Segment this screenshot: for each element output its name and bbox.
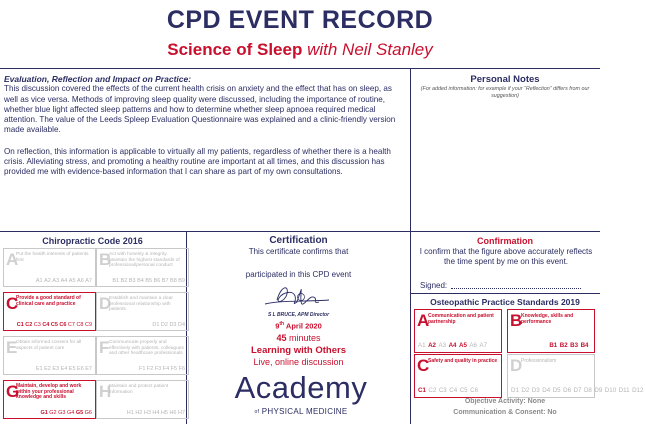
osteo-box-b <box>507 309 595 353</box>
event-presenter: with Neil Stanley <box>307 40 433 59</box>
chiro-code: E6 <box>77 366 84 372</box>
osteo-code: D12 <box>632 387 644 394</box>
chiro-code: G6 <box>84 410 92 416</box>
osteo-box-codes <box>418 387 498 394</box>
osteo-code: A6 <box>469 342 477 349</box>
chiro-code: C9 <box>84 322 92 328</box>
osteo-box-codes <box>511 387 644 394</box>
chiro-box-codes <box>34 278 92 284</box>
osteo-code: A4 <box>448 342 457 349</box>
chiro-code: A7 <box>85 278 92 284</box>
certification-section <box>187 232 410 424</box>
chiro-code: D2 <box>160 322 168 328</box>
chiro-code: C1 <box>16 322 24 328</box>
chiro-code: F1 <box>138 366 146 372</box>
osteo-code: B4 <box>580 342 589 349</box>
evaluation-paragraph-2: On reflection, this information is applicable to virtually all my patients, regardless of whether there is a health crisis. Alleviating stress, and promoting a healthy routine are important at all times, and this discussion has provided me with evidence-based information that I can share as part of my own consultations. <box>4 146 391 177</box>
event-format: Live, online discussion <box>253 357 344 367</box>
academy-logo <box>221 370 381 422</box>
confirmation-text: I confirm that the figure above accurately reflects the time spent by me on this event. <box>419 247 593 266</box>
divider-notes <box>410 68 411 424</box>
signed-label: Signed: <box>420 281 448 290</box>
chiro-code: C8 <box>76 322 84 328</box>
event-duration: 45 minutes <box>276 333 321 343</box>
chiro-code: G1 <box>40 410 48 416</box>
objective-activity: Objective Activity: None <box>464 398 546 405</box>
osteo-code: D6 <box>563 387 572 394</box>
osteopathic-standards-heading: Osteopathic Practice Standards 2019 <box>430 297 580 307</box>
chiro-box-c <box>3 292 96 331</box>
director-signature <box>257 280 337 310</box>
osteo-code: D4 <box>542 387 551 394</box>
osteo-code: D7 <box>573 387 582 394</box>
event-subtitle <box>0 40 600 60</box>
osteo-box-codes <box>511 342 591 349</box>
chiro-code: H2 <box>135 410 143 416</box>
osteo-code: D3 <box>531 387 540 394</box>
divider-confirmation <box>410 293 600 294</box>
chiro-box-description: Establish and maintain a clear professional relationship with patients <box>109 296 173 313</box>
event-date: 9th April 2020 <box>275 321 322 331</box>
osteo-code: D11 <box>618 387 630 394</box>
chiro-box-description: Provide a good standard of clinical care and practice <box>16 295 81 307</box>
certification-line-1: This certificate confirms that <box>248 247 349 256</box>
chiro-code: A1 <box>35 278 43 284</box>
chiro-code: B5 <box>145 278 153 284</box>
certification-line-2: participated in this CPD event <box>245 270 352 279</box>
signature-field[interactable] <box>451 288 581 289</box>
chiro-box-description: Maintain, develop and work within your professional knowledge and skills <box>16 383 82 401</box>
osteo-box-letter: D <box>510 356 523 375</box>
chiro-box-letter: A <box>6 250 19 269</box>
osteo-code: D2 <box>521 387 530 394</box>
osteo-code: C5 <box>459 387 468 394</box>
chiro-code: B7 <box>161 278 169 284</box>
chiro-code: G4 <box>66 410 75 416</box>
chiro-box-description: Maintain and protect patient information <box>109 384 169 395</box>
chiro-box-description: Communicate properly and effectively with patients, colleagues and other healthcare professionals <box>109 340 184 357</box>
osteo-box-c <box>414 354 502 398</box>
osteo-code: A7 <box>479 342 488 349</box>
osteo-box-letter: C <box>417 356 430 375</box>
chiro-box-f <box>96 336 189 375</box>
evaluation-heading: Evaluation, Reflection and Impact on Practice: <box>4 74 192 84</box>
chiro-code: A4 <box>60 278 68 284</box>
osteo-code: D1 <box>511 387 519 394</box>
chiro-box-d <box>96 292 189 331</box>
evaluation-paragraph-1: This discussion covered the effects of the current health crisis on anxiety and the effect that has on sleep, as well as vice versa. Methods of improving sleep quality were discussed, including the importance of routine, whether blue light affected sleep patterns and how to determine whether sleep apnoea required medical attention. The value of the Leeds Spleep Evaluation Questionnaire was explained and a clinic-friendly version made available. <box>4 84 396 135</box>
chiro-code: B8 <box>170 278 177 284</box>
certification-heading: Certification <box>269 235 328 246</box>
chiro-code: A5 <box>68 278 76 284</box>
chiro-box-a <box>3 248 96 287</box>
chiro-code: B4 <box>137 278 144 284</box>
osteo-box-description: Professionalism <box>521 358 557 364</box>
chiro-code: H6 <box>169 410 177 416</box>
chiro-box-e <box>3 336 96 375</box>
chiro-code: E4 <box>60 366 68 372</box>
chiro-box-g <box>3 380 96 419</box>
chiro-code: A3 <box>52 278 60 284</box>
chiro-code: A6 <box>77 278 84 284</box>
event-theme: Learning with Others <box>250 345 346 356</box>
osteo-code: C6 <box>470 387 479 394</box>
signatory-name: S L BRUCE, APM Director <box>267 312 330 318</box>
osteo-code: A1 <box>418 342 426 349</box>
chiro-code: H1 <box>126 410 134 416</box>
logo-subtitle: of PHYSICAL MEDICINE <box>254 407 348 416</box>
chiro-code: F3 <box>154 366 162 372</box>
chiro-box-codes <box>151 322 185 328</box>
chiro-code: E7 <box>85 366 92 372</box>
chiro-code: G2 <box>49 410 57 416</box>
osteo-code: C2 <box>428 387 437 394</box>
osteo-code: A2 <box>428 342 436 349</box>
chiro-code: G5 <box>75 410 84 416</box>
chiro-code: E5 <box>68 366 76 372</box>
chiro-box-b <box>96 248 189 287</box>
osteo-code: C3 <box>438 387 447 394</box>
chiro-code: B9 <box>178 278 185 284</box>
osteo-box-description: Communication and patient partnership <box>428 313 494 325</box>
chiropractic-code-heading: Chiropractic Code 2016 <box>42 236 143 246</box>
event-name: Science of Sleep <box>167 40 303 59</box>
chiro-box-letter: H <box>99 382 112 401</box>
chiro-code: C2 <box>25 322 33 328</box>
chiro-code: D4 <box>177 322 185 328</box>
osteo-box-d <box>507 354 644 398</box>
chiro-code: F6 <box>178 366 185 372</box>
logo-wordmark: Academy <box>234 370 368 405</box>
chiro-code: F2 <box>146 366 154 372</box>
chiro-box-h <box>96 380 189 419</box>
chiro-code: F5 <box>170 366 178 372</box>
chiro-box-codes <box>125 410 185 416</box>
chiro-code: B1 <box>112 278 120 284</box>
chiro-box-description: Act with honesty & integrity. Maintain the highest standards of professional/personal conduct <box>109 252 180 269</box>
chiro-code: A2 <box>44 278 51 284</box>
chiro-code: B2 <box>120 278 128 284</box>
osteo-code: B3 <box>570 342 579 349</box>
osteo-code: A5 <box>459 342 467 349</box>
chiro-code: B3 <box>128 278 136 284</box>
chiro-box-letter: E <box>6 338 18 357</box>
chiro-code: C4 <box>42 322 50 328</box>
chiro-code: F4 <box>162 366 170 372</box>
chiro-box-codes <box>34 366 92 372</box>
osteo-code: D9 <box>594 387 603 394</box>
chiro-code: H3 <box>143 410 151 416</box>
chiro-code: E1 <box>35 366 43 372</box>
chiro-box-letter: C <box>6 294 19 313</box>
personal-notes-heading: Personal Notes <box>470 74 540 85</box>
chiro-box-letter: D <box>99 294 112 313</box>
chiro-box-letter: B <box>99 250 112 269</box>
chiro-code: E2 <box>44 366 51 372</box>
chiro-code: C6 <box>59 322 67 328</box>
chiro-code: H4 <box>152 410 160 416</box>
osteo-box-description: Knowledge, skills and performance <box>521 313 574 325</box>
osteo-code: B1 <box>549 342 558 349</box>
chiro-code: B6 <box>153 278 161 284</box>
confirmation-heading: Confirmation <box>477 236 533 246</box>
personal-notes-subtext: (For added information: for example if your “Reflection” differs from our suggestion) <box>420 86 590 99</box>
evaluation-section <box>4 74 408 230</box>
chiro-code: C3 <box>33 322 41 328</box>
osteo-code: A3 <box>438 342 447 349</box>
osteo-box-letter: A <box>417 311 430 330</box>
osteo-code: D10 <box>604 387 617 394</box>
osteo-box-description: Safety and quality in practice <box>428 358 498 364</box>
osteo-box-letter: B <box>510 311 523 330</box>
osteo-code: B2 <box>559 342 568 349</box>
chiro-code: H5 <box>160 410 168 416</box>
communication-consent: Communication & Consent: No <box>453 409 557 416</box>
chiro-box-letter: G <box>6 382 20 401</box>
osteo-code: C1 <box>418 387 426 394</box>
osteo-code: C4 <box>449 387 458 394</box>
osteo-box-a <box>414 309 502 353</box>
chiro-code: G3 <box>58 410 66 416</box>
chiro-code: D3 <box>169 322 177 328</box>
chiro-box-letter: F <box>99 338 110 357</box>
chiro-box-codes <box>111 278 185 284</box>
chiro-code: C7 <box>67 322 75 328</box>
chiro-code: D1 <box>152 322 160 328</box>
header <box>0 0 600 66</box>
chiro-code: C5 <box>50 322 58 328</box>
osteo-code: D8 <box>583 387 592 394</box>
chiro-box-codes <box>39 410 92 416</box>
chiro-code: E3 <box>52 366 60 372</box>
divider-top <box>0 68 600 69</box>
osteo-box-codes <box>418 342 498 349</box>
chiro-box-codes <box>15 322 92 328</box>
chiro-code: H7 <box>177 410 185 416</box>
chiro-box-codes <box>137 366 185 372</box>
page-title: CPD EVENT RECORD <box>166 6 434 34</box>
chiro-box-description: Obtain informed consent for all aspects of patient care <box>16 340 82 351</box>
chiro-box-description: Put the health interests of patients first <box>16 252 89 263</box>
osteo-code: D5 <box>552 387 561 394</box>
